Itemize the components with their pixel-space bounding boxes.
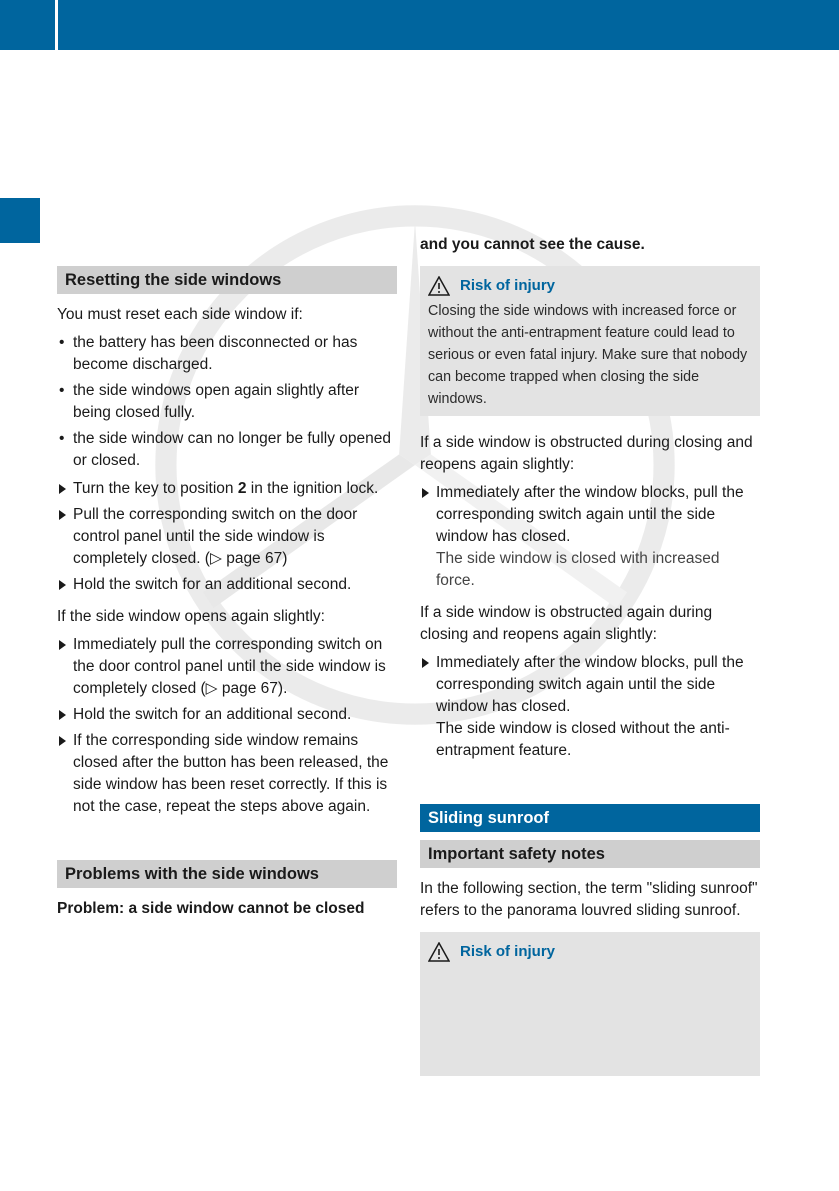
step-arrow-icon xyxy=(59,580,66,590)
top-header-bar xyxy=(0,0,839,50)
sunroof-heading: Sliding sunroof xyxy=(420,804,760,832)
reset-heading: Resetting the side windows xyxy=(57,266,397,294)
top-header-tab xyxy=(0,0,58,50)
step-arrow-icon xyxy=(59,710,66,720)
step-text: If the corresponding side window remains closed after the button has been released, the side window has been reset correctly. If this is not the case, repeat the steps above again. xyxy=(73,732,389,815)
step-text: Pull the corresponding switch on the door control panel until the side window is completely closed. (▷ page 67) xyxy=(73,506,358,567)
problem-continuation: and you cannot see the cause. xyxy=(420,236,645,253)
list-item: • the side windows open again slightly after being closed fully. xyxy=(57,380,397,424)
reopen-intro: If the side window opens again slightly: xyxy=(57,608,325,625)
reset-steps-list xyxy=(57,478,397,596)
left-column xyxy=(57,266,397,920)
step-result: The side window is closed with increased force. xyxy=(436,550,720,589)
obstructed-steps-list xyxy=(420,482,760,592)
list-item: • the battery has been disconnected or has become discharged. xyxy=(57,332,397,376)
warning-box xyxy=(420,932,760,1076)
step-item xyxy=(57,478,397,500)
step-item xyxy=(57,634,397,700)
step-text: Immediately pull the corresponding switch on the door control panel until the side window is completely closed (▷ page 67). xyxy=(73,636,386,697)
chapter-side-tab xyxy=(0,198,40,243)
step-text: in the ignition lock. xyxy=(246,480,379,497)
step-arrow-icon xyxy=(422,658,429,668)
step-arrow-icon xyxy=(422,488,429,498)
warning-text: Closing the side windows with increased force or without the anti-entrapment feature could lead to serious or even fatal injury. Make sure that nobody can become trapped when closing the side windows. xyxy=(428,303,748,407)
step-item xyxy=(57,574,397,596)
step-text: Immediately after the window blocks, pull the corresponding switch again until the side window has closed. xyxy=(436,484,744,545)
safety-heading: Important safety notes xyxy=(420,840,760,868)
warning-triangle-icon xyxy=(428,942,450,962)
step-result: The side window is closed without the anti-entrapment feature. xyxy=(436,720,730,759)
step-item xyxy=(420,482,760,592)
obstructed-again-intro: If a side window is obstructed again during closing and reopens again slightly: xyxy=(420,604,713,643)
step-item xyxy=(57,704,397,726)
step-arrow-icon xyxy=(59,510,66,520)
step-arrow-icon xyxy=(59,484,66,494)
obstructed-intro: If a side window is obstructed during closing and reopens again slightly: xyxy=(420,434,753,473)
warning-box xyxy=(420,266,760,416)
step-arrow-icon xyxy=(59,640,66,650)
sunroof-text: In the following section, the term "sliding sunroof" refers to the panorama louvred sliding sunroof. xyxy=(420,880,758,919)
step-text: Immediately after the window blocks, pull the corresponding switch again until the side window has closed. xyxy=(436,654,744,715)
step-item xyxy=(57,730,397,818)
key-position: 2 xyxy=(237,480,247,497)
step-text: Hold the switch for an additional second. xyxy=(73,706,352,723)
step-arrow-icon xyxy=(59,736,66,746)
step-text: Turn the key to position xyxy=(73,480,238,497)
step-text: Hold the switch for an additional second. xyxy=(73,576,352,593)
reopen-steps-list xyxy=(57,634,397,818)
reset-conditions-list xyxy=(57,332,397,472)
problems-heading: Problems with the side windows xyxy=(57,860,397,888)
step-item xyxy=(57,504,397,570)
obstructed-again-steps-list xyxy=(420,652,760,762)
right-column xyxy=(420,234,760,1076)
warning-title: Risk of injury xyxy=(460,277,556,294)
step-item xyxy=(420,652,760,762)
warning-title: Risk of injury xyxy=(460,943,556,960)
reset-intro: You must reset each side window if: xyxy=(57,306,303,323)
list-item: • the side window can no longer be fully opened or closed. xyxy=(57,428,397,472)
warning-triangle-icon xyxy=(428,276,450,296)
problem-line: Problem: a side window cannot be closed xyxy=(57,900,365,917)
